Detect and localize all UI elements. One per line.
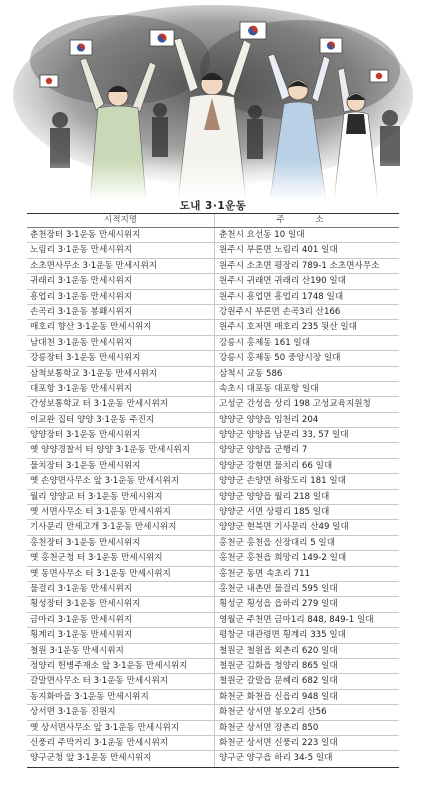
address-cell: 홍천군 홍천읍 신장대리 5 일대 bbox=[219, 537, 336, 548]
address-cell: 홍천군 동면 속초리 711 bbox=[219, 568, 311, 579]
site-name-cell: 노림리 3·1운동 만세시위지 bbox=[27, 243, 215, 257]
site-name-cell: 옛 손양면사무소 앞 3·1운동 만세시위지 bbox=[27, 474, 215, 488]
site-name-cell: 귀래리 3·1운동 만세시위지 bbox=[27, 274, 215, 288]
site-name-cell: 철원 3·1운동 만세시위지 bbox=[27, 644, 215, 658]
table-row bbox=[27, 644, 399, 659]
table-row bbox=[27, 536, 399, 551]
table-row bbox=[27, 705, 399, 720]
address-cell: 속초시 대포동 대포항 일대 bbox=[219, 383, 319, 394]
table-row bbox=[27, 690, 399, 705]
table-row bbox=[27, 351, 399, 366]
address-cell: 양양군 양양읍 남문리 33, 57 일대 bbox=[219, 430, 349, 441]
site-name-cell: 강릉장터 3·1운동 만세시위지 bbox=[27, 351, 215, 365]
site-name-cell: 상서면 3·1운동 진원지 bbox=[27, 705, 215, 719]
table-row bbox=[27, 382, 399, 397]
site-name-cell: 물걸리 3·1운동 만세시위지 bbox=[27, 582, 215, 596]
table-row bbox=[27, 551, 399, 566]
site-name-cell: 춘천장터 3·1운동 만세시위지 bbox=[27, 228, 215, 242]
address-cell: 강릉시 홍제동 50 중앙시장 일대 bbox=[219, 353, 341, 364]
address-cell: 홍천군 홍천읍 희망리 149-2 일대 bbox=[219, 553, 347, 564]
site-name-cell: 대포항 3·1운동 만세시위지 bbox=[27, 382, 215, 396]
address-cell: 철원군 갈말읍 문혜리 682 일대 bbox=[219, 676, 338, 687]
table-row bbox=[27, 367, 399, 382]
table-row bbox=[27, 228, 399, 243]
table-title: 도내 3·1운동 bbox=[179, 200, 247, 212]
address-cell: 강원주시 부론면 손곡3리 산166 bbox=[219, 306, 341, 317]
site-name-cell: 소초면사무소 3·1운동 만세시위지 bbox=[27, 259, 215, 273]
site-name-cell: 매호리 향산 3·1운동 만세시위지 bbox=[27, 320, 215, 334]
table-row bbox=[27, 674, 399, 689]
table-row bbox=[27, 274, 399, 289]
site-name-cell: 동지화마을 3·1운동 만세시위지 bbox=[27, 690, 215, 704]
site-name-cell: 옛 상서면사무소 앞 3·1운동 만세시위지 bbox=[27, 721, 215, 735]
site-name-cell: 옛 홍천군청 터 3·1운동 만세시위지 bbox=[27, 551, 215, 565]
table-row bbox=[27, 413, 399, 428]
site-name-cell: 홍천장터 3·1운동 만세시위지 bbox=[27, 536, 215, 550]
column-header-site-name: 시적지명 bbox=[27, 214, 215, 227]
address-cell: 원주시 호저면 매호리 235 뒷산 일대 bbox=[219, 322, 357, 333]
address-cell: 철원군 철원읍 외촌리 620 일대 bbox=[219, 645, 338, 656]
sites-table bbox=[27, 213, 399, 768]
table-row bbox=[27, 305, 399, 320]
address-cell: 화천군 상서면 봉오2리 산56 bbox=[219, 707, 327, 718]
table-row bbox=[27, 459, 399, 474]
table-row bbox=[27, 428, 399, 443]
table-row bbox=[27, 259, 399, 274]
address-cell: 원주시 부론면 노림리 401 일대 bbox=[219, 245, 338, 256]
site-name-cell: 이교완 집터 양양 3·1운동 주진지 bbox=[27, 413, 215, 427]
address-cell: 양양군 양양읍 군행리 7 bbox=[219, 445, 308, 456]
site-name-cell: 월리 양양교 터 3·1운동 만세시위지 bbox=[27, 490, 215, 504]
site-name-cell: 정양리 헌병주재소 앞 3·1운동 만세시위지 bbox=[27, 659, 215, 673]
table-row bbox=[27, 336, 399, 351]
table-row bbox=[27, 397, 399, 412]
site-name-cell: 양양장터 3·1운동 만세시위지 bbox=[27, 428, 215, 442]
site-name-cell: 삼척보통학교 3·1운동 만세시위지 bbox=[27, 367, 215, 381]
table-row bbox=[27, 474, 399, 489]
site-name-cell: 물치장터 3·1운동 만세시위지 bbox=[27, 459, 215, 473]
address-cell: 화천군 상서면 장촌리 850 bbox=[219, 722, 319, 733]
site-name-cell: 옛 양양경찰서 터 양양 3·1운동 만세시위지 bbox=[27, 443, 215, 457]
site-name-cell: 신풍리 주막거리 3·1운동 만세시위지 bbox=[27, 736, 215, 750]
address-cell: 양구군 양구읍 하리 34-5 일대 bbox=[219, 753, 333, 764]
table-row bbox=[27, 613, 399, 628]
table-row bbox=[27, 736, 399, 751]
address-cell: 양양군 서면 상평리 185 일대 bbox=[219, 507, 330, 518]
address-cell: 강릉시 홍제동 161 일대 bbox=[219, 337, 311, 348]
address-cell: 양양군 양양읍 월리 218 일대 bbox=[219, 491, 330, 502]
address-cell: 원주시 흥업면 흥업리 1748 일대 bbox=[219, 291, 344, 302]
site-name-cell: 손곡리 3·1운동 봉홰시위지 bbox=[27, 305, 215, 319]
address-cell: 홍천군 내촌면 물걸리 595 일대 bbox=[219, 583, 338, 594]
address-cell: 양양군 양양읍 임천리 204 bbox=[219, 414, 319, 425]
address-cell: 철원군 김화읍 청양리 865 일대 bbox=[219, 660, 338, 671]
site-name-cell: 간성보통학교 터 3·1운동 만세시위지 bbox=[27, 397, 215, 411]
address-cell: 평창군 대관령면 횡계리 335 일대 bbox=[219, 630, 346, 641]
site-name-cell: 옛 서면사무소 터 3·1운동 만세시위지 bbox=[27, 505, 215, 519]
table-row bbox=[27, 628, 399, 643]
address-cell: 춘천시 요선동 10 일대 bbox=[219, 230, 305, 240]
table-row bbox=[27, 290, 399, 305]
table-row bbox=[27, 567, 399, 582]
independence-crowd-painting bbox=[0, 0, 426, 200]
site-name-cell: 흥업리 3·1운동 만세시위지 bbox=[27, 290, 215, 304]
site-name-cell: 남대천 3·1운동 만세시위지 bbox=[27, 336, 215, 350]
table-row bbox=[27, 505, 399, 520]
address-cell: 양양군 현북면 기사문리 산49 일대 bbox=[219, 522, 349, 533]
address-cell: 화천군 상서면 신풍리 223 일대 bbox=[219, 737, 338, 748]
address-cell: 양양군 강현면 물치리 66 일대 bbox=[219, 460, 333, 471]
address-cell: 원주시 귀래면 귀래리 산190 일대 bbox=[219, 276, 346, 287]
site-name-cell: 횡계리 3·1운동 만세시위지 bbox=[27, 628, 215, 642]
table-row bbox=[27, 490, 399, 505]
table-row bbox=[27, 243, 399, 258]
table-row bbox=[27, 320, 399, 335]
address-cell: 횡성군 횡성읍 읍하리 279 일대 bbox=[219, 599, 338, 610]
header-illustration bbox=[0, 0, 426, 200]
table-row bbox=[27, 443, 399, 458]
address-cell: 양양군 손양면 하왕도리 181 일대 bbox=[219, 476, 346, 487]
site-name-cell: 기사문리 만세고개 3·1운동 만세시위지 bbox=[27, 520, 215, 534]
table-header-row bbox=[27, 214, 399, 228]
address-cell: 삼척시 교동 586 bbox=[219, 368, 283, 379]
address-cell: 화천군 화천읍 신읍리 948 일대 bbox=[219, 691, 338, 702]
site-name-cell: 금마리 3·1운동 만세시위지 bbox=[27, 613, 215, 627]
table-row bbox=[27, 751, 399, 766]
site-name-cell: 갈말면사무소 터 3·1운동 만세시위지 bbox=[27, 674, 215, 688]
site-name-cell: 양구군청 앞 3·1운동 만세시위지 bbox=[27, 751, 215, 766]
table-row bbox=[27, 659, 399, 674]
table-row bbox=[27, 721, 399, 736]
table-row bbox=[27, 597, 399, 612]
table-row bbox=[27, 520, 399, 535]
site-name-cell: 횡성장터 3·1운동 만세시위지 bbox=[27, 597, 215, 611]
site-name-cell: 옛 동면사무소 터 3·1운동 만세시위지 bbox=[27, 567, 215, 581]
address-cell: 영월군 주천면 금마1리 848, 849-1 일대 bbox=[219, 614, 374, 625]
address-cell: 원주시 소초면 평장리 789-1 소초면사무소 bbox=[219, 260, 380, 271]
column-header-address: 주 소 bbox=[276, 215, 338, 225]
address-cell: 고성군 간성읍 상리 198 고성교육지원청 bbox=[219, 399, 371, 410]
table-row bbox=[27, 582, 399, 597]
